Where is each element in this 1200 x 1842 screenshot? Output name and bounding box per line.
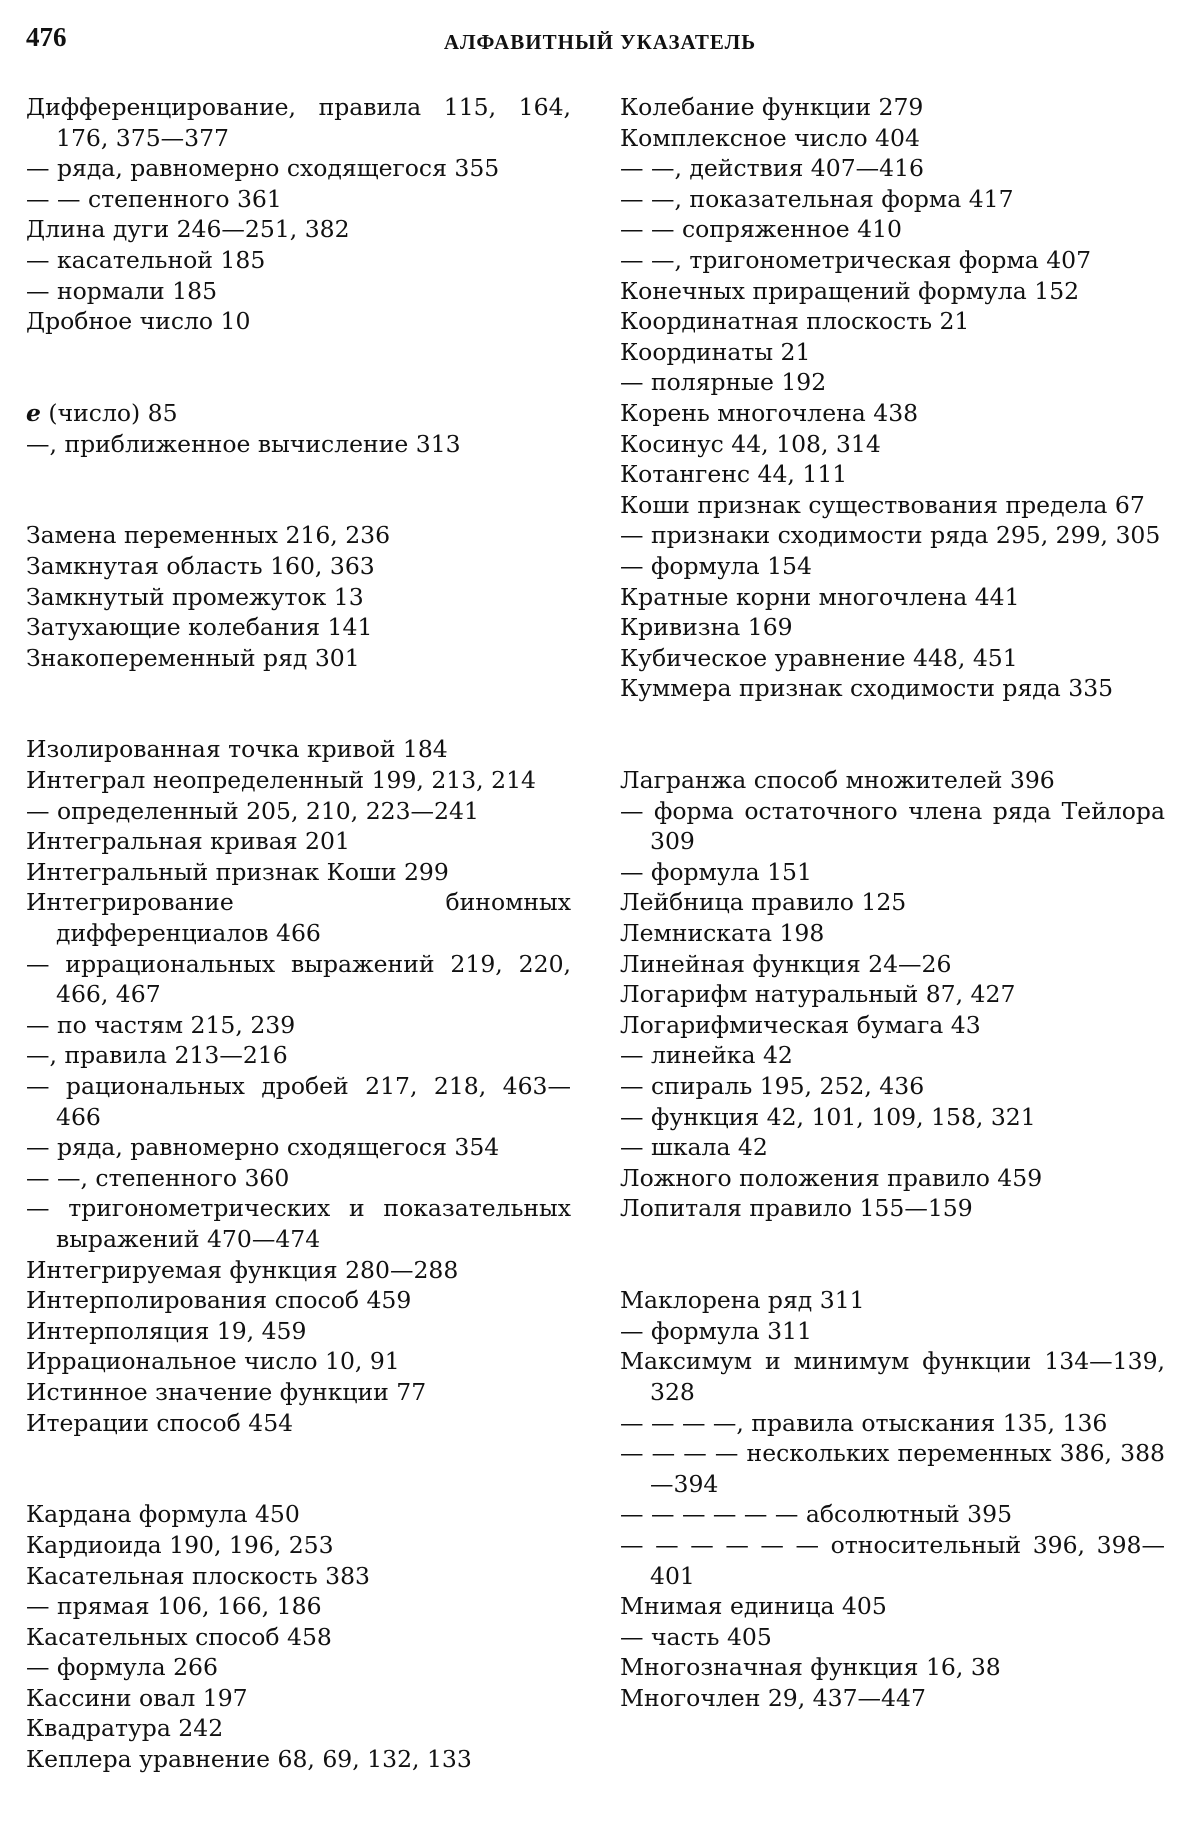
index-entry: Координаты 21	[620, 337, 811, 366]
index-entry: Многочлен 29, 437—447	[620, 1683, 926, 1712]
index-entry: — —, показательная форма 417	[620, 184, 1014, 213]
index-entry: Дробное число 10	[26, 307, 251, 336]
running-header: АЛФАВИТНЫЙ УКАЗАТЕЛЬ	[443, 30, 757, 54]
index-entry: — — — — — — абсолютный 395	[620, 1500, 1013, 1529]
index-entry: — —, степенного 360	[26, 1163, 290, 1192]
index-entry: — определенный 205, 210, 223—241	[26, 796, 479, 825]
index-entry: — форма остаточного члена ряда Тейлора 309	[620, 796, 1165, 856]
index-entry: —, приближенное вычисление 313	[26, 429, 461, 458]
index-entry: Замена переменных 216, 236	[26, 521, 391, 550]
index-column-left	[26, 92, 571, 1775]
index-entry: Интерполяция 19, 459	[26, 1316, 307, 1345]
index-entry: Колебание функции 279	[620, 93, 924, 121]
index-entry: — — — — — — относительный 396, 398—401	[620, 1530, 1165, 1590]
section-gap	[26, 1438, 571, 1499]
index-entry: — ряда, равномерно сходящегося 355	[26, 154, 500, 183]
index-entry: — иррациональных выражений 219, 220, 466, 467	[26, 949, 571, 1009]
index-entry: Изолированная точка кривой 184	[26, 735, 448, 764]
index-entry: Кеплера уравнение 68, 69, 132, 133	[26, 1745, 472, 1774]
index-entry: Интегрируемая функция 280—288	[26, 1255, 459, 1284]
page-number: 476	[26, 22, 67, 52]
index-entry: Кубическое уравнение 448, 451	[620, 643, 1018, 672]
index-entry: — нормали 185	[26, 276, 218, 305]
index-entry: Линейная функция 24—26	[620, 949, 952, 978]
index-entry: Максимум и минимум функции 134—139, 328	[620, 1347, 1165, 1406]
index-entry: Кассини овал 197	[26, 1683, 248, 1712]
index-entry: — линейка 42	[620, 1041, 793, 1070]
index-entry: Ложного положения правило 459	[620, 1163, 1043, 1192]
index-entry: — тригонометрических и показательных выражений 470—474	[26, 1194, 571, 1253]
index-entry: Интерполирования способ 459	[26, 1286, 412, 1315]
index-entry: Кривизна 169	[620, 613, 793, 642]
index-entry: — полярные 192	[620, 368, 827, 397]
section-gap	[26, 459, 571, 520]
index-entry: Мнимая единица 405	[620, 1592, 887, 1621]
index-entry: Истинное значение функции 77	[26, 1377, 427, 1406]
index-entry: Лопиталя правило 155—159	[620, 1194, 973, 1223]
index-entry: Маклорена ряд 311	[620, 1286, 865, 1315]
index-entry: Лейбница правило 125	[620, 888, 907, 917]
index-entry: Длина дуги 246—251, 382	[26, 215, 350, 244]
index-entry: Коши признак существования предела 67	[620, 490, 1145, 519]
index-entry: Интегральная кривая 201	[26, 827, 350, 856]
index-entry: — признаки сходимости ряда 295, 299, 305	[620, 521, 1161, 550]
index-entry: — формула 151	[620, 857, 812, 886]
index-entry: Логарифмическая бумага 43	[620, 1010, 981, 1039]
section-gap	[26, 337, 571, 398]
section-gap	[620, 704, 1165, 765]
index-entry: — спираль 195, 252, 436	[620, 1072, 925, 1100]
index-entry: Знакопеременный ряд 301	[26, 643, 360, 672]
index-entry: — касательной 185	[26, 245, 266, 274]
index-entry: — — — —, правила отыскания 135, 136	[620, 1408, 1108, 1437]
index-entry: — формула 266	[26, 1653, 218, 1682]
index-entry: — — сопряженное 410	[620, 215, 903, 244]
index-entry: Замкнутый промежуток 13	[26, 582, 364, 611]
index-entry: — часть 405	[620, 1622, 772, 1651]
index-entry: — прямая 106, 166, 186	[26, 1592, 322, 1621]
index-entry: Лагранжа способ множителей 396	[620, 766, 1055, 795]
index-entry: Логарифм натуральный 87, 427	[620, 980, 1016, 1009]
index-entry: Касательных способ 458	[26, 1622, 332, 1651]
index-entry: — —, тригонометрическая форма 407	[620, 245, 1092, 274]
index-entry: Корень многочлена 438	[620, 398, 919, 427]
index-entry: Дифференцирование, правила 115, 164, 176, 375—377	[26, 93, 571, 152]
section-gap	[620, 1224, 1165, 1285]
index-entry: Лемниската 198	[620, 919, 825, 948]
index-entry: Косинус 44, 108, 314	[620, 429, 881, 458]
index-entry: — — — — нескольких переменных 386, 388—394	[620, 1439, 1165, 1498]
index-entry: Интегрирование биномных дифференциалов 466	[26, 888, 571, 948]
index-entry: Интегральный признак Коши 299	[26, 857, 449, 886]
index-entry: Комплексное число 404	[620, 123, 920, 152]
index-entry: Координатная плоскость 21	[620, 307, 970, 336]
index-entry: — функция 42, 101, 109, 158, 321	[620, 1102, 1036, 1131]
index-entry: Затухающие колебания 141	[26, 613, 373, 642]
index-entry: e (число) 85	[26, 398, 178, 427]
index-entry: — — степенного 361	[26, 184, 282, 213]
index-entry: Кардана формула 450	[26, 1500, 300, 1529]
index-entry: Итерации способ 454	[26, 1408, 294, 1437]
index-entry: Касательная плоскость 383	[26, 1561, 370, 1590]
index-entry: —, правила 213—216	[26, 1041, 288, 1070]
index-entry: Многозначная функция 16, 38	[620, 1653, 1001, 1682]
index-entry: Конечных приращений формула 152	[620, 276, 1080, 305]
index-entry: Куммера признак сходимости ряда 335	[620, 674, 1114, 703]
index-entry: — формула 154	[620, 551, 812, 580]
index-entry: — шкала 42	[620, 1133, 768, 1162]
index-entry: Кардиоида 190, 196, 253	[26, 1530, 334, 1559]
index-entry: Кратные корни многочлена 441	[620, 582, 1020, 611]
index-entry: Замкнутая область 160, 363	[26, 551, 375, 580]
index-entry: — формула 311	[620, 1316, 812, 1345]
index-entry: Квадратура 242	[26, 1714, 224, 1743]
index-column-right	[620, 92, 1165, 1713]
index-entry: Интеграл неопределенный 199, 213, 214	[26, 766, 536, 795]
index-entry: — рациональных дробей 217, 218, 463—466	[26, 1072, 571, 1131]
index-entry: Котангенс 44, 111	[620, 460, 848, 489]
index-entry: — —, действия 407—416	[620, 154, 925, 183]
index-entry: — по частям 215, 239	[26, 1010, 296, 1039]
index-entry: — ряда, равномерно сходящегося 354	[26, 1133, 500, 1162]
index-entry: Иррациональное число 10, 91	[26, 1347, 400, 1376]
section-gap	[26, 673, 571, 734]
